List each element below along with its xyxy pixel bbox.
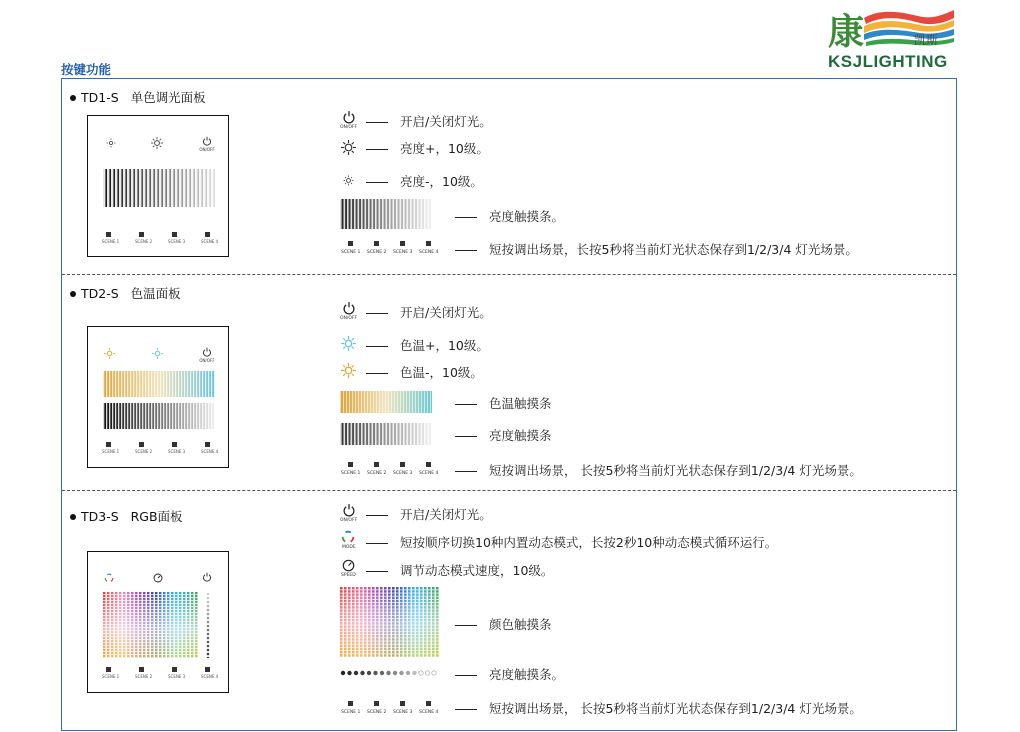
scene-label: SCENE 4: [419, 710, 439, 715]
scene-button-4: [426, 241, 431, 246]
scene-label: SCENE 3: [168, 239, 186, 244]
feature-cct-strip: 色温触摸条: [455, 394, 552, 412]
scene-label: SCENE 2: [135, 239, 153, 244]
brightness-touch-strip: [103, 403, 215, 429]
cool-sun-icon: [152, 348, 163, 359]
scene-button-3: [400, 241, 405, 246]
feature-brightness-up: 亮度+，10级。: [366, 139, 489, 157]
power-icon: [202, 572, 212, 582]
scene-button-3: [400, 701, 405, 706]
scene-button-2: [139, 232, 144, 237]
brightness-up-icon: [341, 140, 356, 155]
brand-name: KSJLIGHTING: [828, 52, 948, 71]
brand-logo: [826, 4, 956, 54]
scene-label: SCENE 4: [201, 239, 219, 244]
scene-button-1: [348, 462, 353, 467]
scene-button-4: [205, 442, 210, 447]
brightness-down-icon: [106, 138, 116, 148]
scene-button-3: [172, 442, 177, 447]
mode-caption: MODE: [342, 545, 356, 550]
panel-title: TD2-S 色温面板: [81, 286, 181, 301]
panel-heading-td1: [70, 88, 206, 106]
scene-button-4: [426, 701, 431, 706]
scene-label: SCENE 4: [201, 674, 219, 679]
scene-label: SCENE 4: [201, 449, 219, 454]
bullet: [70, 291, 76, 297]
scene-label: SCENE 1: [341, 710, 361, 715]
speedometer-icon: [153, 573, 163, 583]
brightness-touch-strip: [340, 423, 432, 445]
scene-button-3: [172, 232, 177, 237]
scene-button-2: [374, 241, 379, 246]
scene-label: SCENE 1: [102, 449, 120, 454]
scene-label: SCENE 3: [168, 674, 186, 679]
feature-power: 开启/关闭灯光。: [366, 505, 492, 523]
scene-button-2: [139, 667, 144, 672]
power-icon: [342, 503, 356, 517]
scene-button-4: [205, 667, 210, 672]
color-temperature-strip: [103, 371, 215, 397]
scene-button-4: [426, 462, 431, 467]
feature-scenes: 短按调出场景， 长按5秒将当前灯光状态保存到1/2/3/4 灯光场景。: [455, 461, 862, 479]
scene-label: SCENE 3: [393, 471, 413, 476]
feature-brightness-down: 亮度-，10级。: [366, 172, 483, 190]
scene-button-1: [348, 701, 353, 706]
feature-scenes: 短按调出场景， 长按5秒将当前灯光状态保存到1/2/3/4 灯光场景。: [455, 699, 862, 717]
section-divider: [62, 490, 956, 491]
feature-brightness-strip: 亮度触摸条。: [455, 207, 564, 225]
power-icon: [202, 347, 212, 357]
scene-button-3: [400, 462, 405, 467]
feature-brightness-strip: 亮度触摸条: [455, 426, 552, 444]
scene-label: SCENE 1: [102, 674, 120, 679]
cool-sun-icon: [341, 336, 356, 351]
color-touch-strip: [103, 592, 199, 658]
scene-label: SCENE 2: [135, 674, 153, 679]
panel-title: TD3-S RGB面板: [81, 509, 183, 524]
scene-label: SCENE 3: [168, 449, 186, 454]
onoff-caption: ON/OFF: [340, 518, 358, 523]
feature-color-strip: 颜色触摸条: [455, 615, 552, 633]
scene-label: SCENE 2: [367, 471, 387, 476]
brightness-touch-strip: [340, 199, 432, 229]
scene-button-1: [106, 442, 111, 447]
onoff-caption: ON/OFF: [340, 316, 358, 321]
panel-heading-td3: [70, 507, 183, 525]
scene-label: SCENE 3: [393, 250, 413, 255]
speed-caption: SPEED: [341, 573, 356, 578]
color-wheel-icon: [104, 573, 114, 583]
warm-sun-icon: [104, 348, 115, 359]
power-icon: [342, 110, 356, 124]
feature-brightness-strip: 亮度触摸条。: [455, 665, 564, 683]
scene-label: SCENE 1: [341, 471, 361, 476]
scene-label: SCENE 2: [367, 250, 387, 255]
scene-button-1: [106, 232, 111, 237]
brightness-dot-strip: [340, 668, 440, 678]
brightness-down-icon: [343, 175, 354, 186]
scene-button-1: [348, 241, 353, 246]
bullet: [70, 95, 76, 101]
brightness-dot-strip: [205, 592, 211, 658]
section-title: 按键功能: [61, 62, 112, 77]
scene-label: SCENE 3: [393, 710, 413, 715]
logo-script: 凯斯: [914, 33, 939, 47]
onoff-caption: ON/OFF: [199, 358, 215, 363]
td3-panel-illustration: [87, 551, 229, 693]
power-icon: [342, 301, 356, 315]
feature-scenes: 短按调出场景，长按5秒将当前灯光状态保存到1/2/3/4 灯光场景。: [455, 240, 858, 258]
bullet: [70, 514, 76, 520]
scene-button-2: [139, 442, 144, 447]
td1-panel-illustration: [87, 115, 229, 257]
color-wheel-icon: [341, 530, 355, 544]
scene-label: SCENE 2: [367, 710, 387, 715]
scene-label: SCENE 2: [135, 449, 153, 454]
feature-cct-up: 色温+，10级。: [366, 336, 489, 354]
scene-button-1: [106, 667, 111, 672]
onoff-caption: ON/OFF: [199, 147, 215, 152]
scene-label: SCENE 4: [419, 471, 439, 476]
logo-calligraphy: 康: [828, 11, 865, 53]
power-icon: [202, 136, 212, 146]
scene-label: SCENE 1: [102, 239, 120, 244]
scene-button-4: [205, 232, 210, 237]
feature-power: 开启/关闭灯光。: [366, 303, 492, 321]
feature-power: 开启/关闭灯光。: [366, 112, 492, 130]
scene-label: SCENE 4: [419, 250, 439, 255]
td2-panel-illustration: [87, 326, 229, 468]
panel-heading-td2: [70, 284, 181, 302]
feature-speed: 调节动态模式速度，10级。: [366, 561, 553, 579]
onoff-caption: ON/OFF: [340, 125, 358, 130]
scene-label: SCENE 1: [341, 250, 361, 255]
color-touch-strip: [340, 587, 440, 657]
section-divider: [62, 274, 956, 275]
scene-button-3: [172, 667, 177, 672]
brightness-touch-strip: [103, 169, 215, 207]
speedometer-icon: [342, 559, 355, 572]
feature-mode: 短按顺序切换10种内置动态模式，长按2秒10种动态模式循环运行。: [366, 533, 777, 551]
scene-button-2: [374, 462, 379, 467]
scene-button-2: [374, 701, 379, 706]
color-temperature-strip: [340, 391, 432, 413]
feature-cct-down: 色温-，10级。: [366, 363, 483, 381]
brightness-up-icon: [151, 137, 163, 149]
panel-title: TD1-S 单色调光面板: [81, 90, 206, 105]
warm-sun-icon: [341, 363, 356, 378]
